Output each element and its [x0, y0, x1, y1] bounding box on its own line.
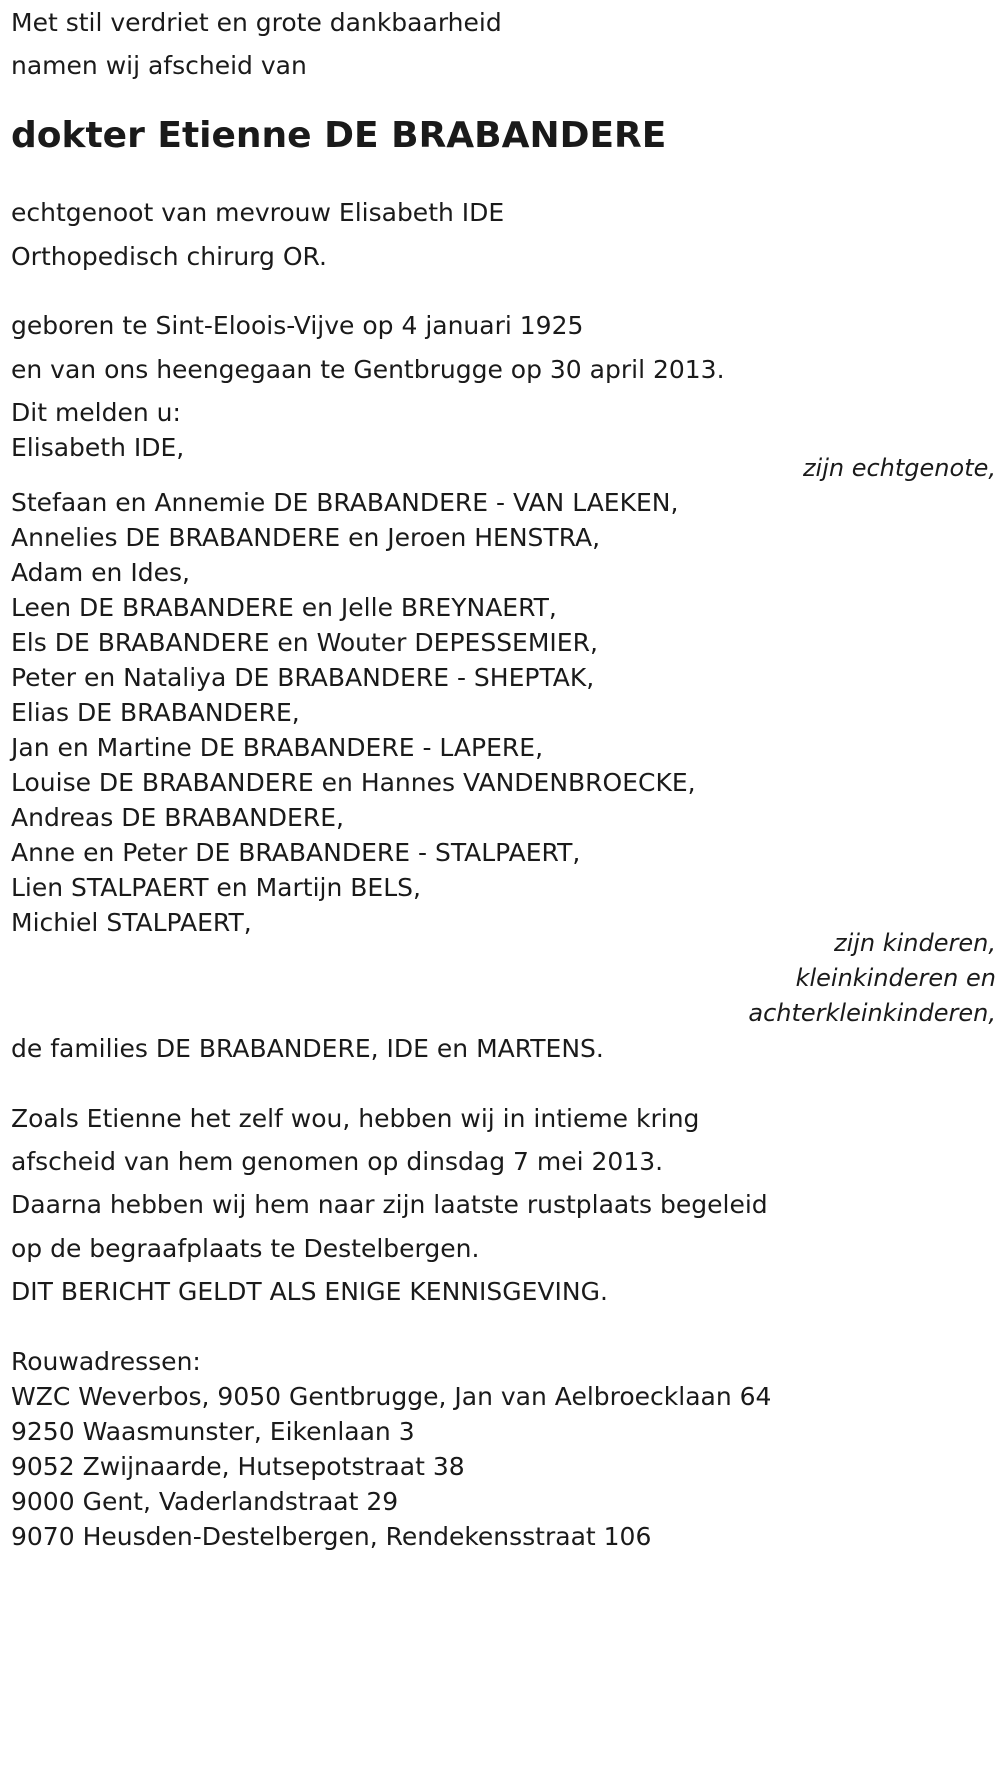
detail-spouse: echtgenoot van mevrouw Elisabeth IDE: [11, 198, 505, 227]
family-line: Stefaan en Annemie DE BRABANDERE - VAN LAEKEN,: [11, 488, 679, 517]
families-line: de families DE BRABANDERE, IDE en MARTENS.: [11, 1034, 604, 1063]
family-line: Els DE BRABANDERE en Wouter DEPESSEMIER,: [11, 628, 598, 657]
family-line: Elias DE BRABANDERE,: [11, 698, 300, 727]
address-line: 9052 Zwijnaarde, Hutsepotstraat 38: [11, 1452, 465, 1481]
notice-statement: DIT BERICHT GELDT ALS ENIGE KENNISGEVING.: [11, 1277, 608, 1306]
intro-line-2: namen wij afscheid van: [11, 51, 307, 80]
family-line: Leen DE BRABANDERE en Jelle BREYNAERT,: [11, 593, 557, 622]
spouse-relation: zijn echtgenote,: [802, 454, 996, 482]
family-relation-line: zijn kinderen,: [833, 929, 996, 957]
death-line: en van ons heengegaan te Gentbrugge op 30 april 2013.: [11, 355, 725, 384]
ceremony-line: Zoals Etienne het zelf wou, hebben wij in intieme kring: [11, 1104, 700, 1133]
family-relation-line: kleinkinderen en: [795, 964, 996, 992]
family-line: Michiel STALPAERT,: [11, 908, 252, 937]
detail-profession: Orthopedisch chirurg OR.: [11, 242, 327, 271]
announce-label: Dit melden u:: [11, 398, 181, 427]
ceremony-line: afscheid van hem genomen op dinsdag 7 mei 2013.: [11, 1147, 664, 1176]
ceremony-line: Daarna hebben wij hem naar zijn laatste rustplaats begeleid: [11, 1190, 768, 1219]
intro-line-1: Met stil verdriet en grote dankbaarheid: [11, 8, 502, 37]
deceased-name: dokter Etienne DE BRABANDERE: [11, 115, 667, 156]
addresses-label: Rouwadressen:: [11, 1347, 201, 1376]
family-line: Peter en Nataliya DE BRABANDERE - SHEPTAK,: [11, 663, 595, 692]
family-line: Anne en Peter DE BRABANDERE - STALPAERT,: [11, 838, 581, 867]
address-line: 9000 Gent, Vaderlandstraat 29: [11, 1487, 399, 1516]
address-line: WZC Weverbos, 9050 Gentbrugge, Jan van Aelbroecklaan 64: [11, 1382, 772, 1411]
family-line: Louise DE BRABANDERE en Hannes VANDENBROECKE,: [11, 768, 696, 797]
spouse-name: Elisabeth IDE,: [11, 433, 185, 462]
family-line: Jan en Martine DE BRABANDERE - LAPERE,: [11, 733, 544, 762]
family-line: Lien STALPAERT en Martijn BELS,: [11, 873, 421, 902]
family-line: Adam en Ides,: [11, 558, 190, 587]
address-line: 9070 Heusden-Destelbergen, Rendekensstraat 106: [11, 1522, 652, 1551]
family-line: Andreas DE BRABANDERE,: [11, 803, 344, 832]
birth-line: geboren te Sint-Eloois-Vijve op 4 januari 1925: [11, 311, 584, 340]
address-line: 9250 Waasmunster, Eikenlaan 3: [11, 1417, 415, 1446]
family-line: Annelies DE BRABANDERE en Jeroen HENSTRA,: [11, 523, 601, 552]
family-relation-line: achterkleinkinderen,: [748, 999, 996, 1027]
ceremony-line: op de begraafplaats te Destelbergen.: [11, 1234, 480, 1263]
